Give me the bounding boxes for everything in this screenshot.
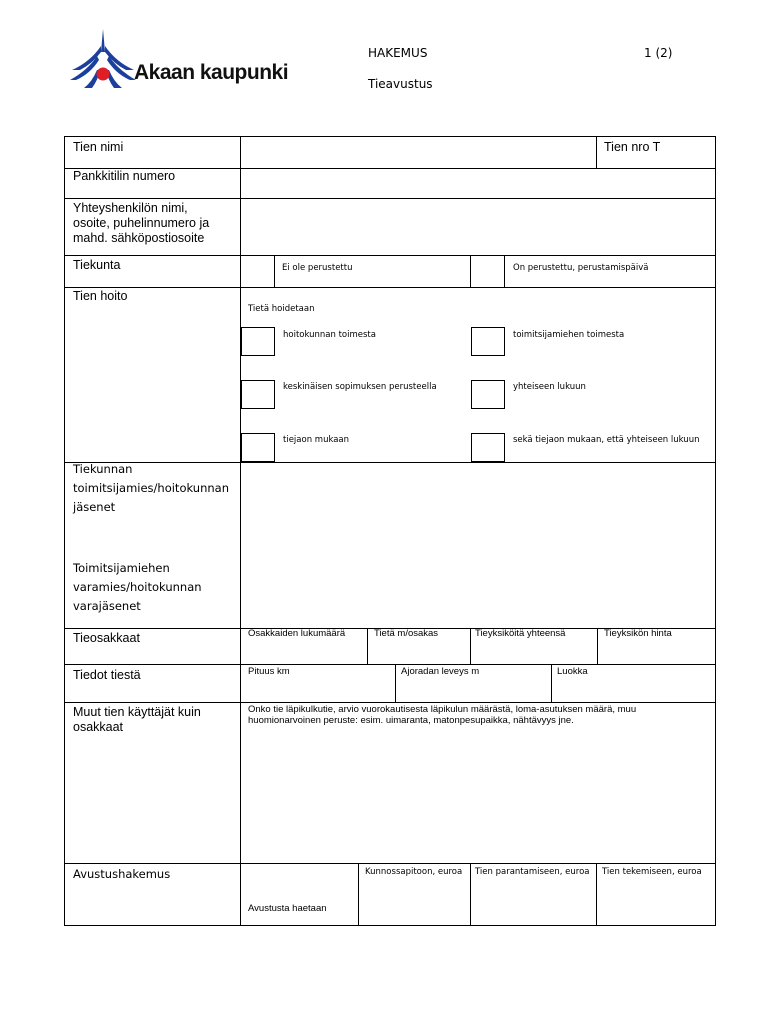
joint-checkbox[interactable] — [471, 380, 505, 409]
road-name-label: Tien nimi — [73, 140, 124, 154]
length-km-label[interactable]: Pituus km — [248, 666, 290, 677]
other-users-hint: Onko tie läpikulkutie, arvio vuorokautisesta läpikulun määrästä, loma-asutuksen määrä, muu huomionarvoinen peruste: esim. uimaranta, matonpesupaikka, nähtävyys jne. — [248, 704, 637, 726]
grant-requested-label: Avustusta haetaan — [248, 903, 327, 914]
road-m-per-share-label[interactable]: Tietä m/osakas — [374, 628, 439, 639]
other-users-label: Muut tien käyttäjät kuin osakkaat — [73, 705, 201, 734]
doc-subtitle: Tieavustus — [368, 77, 433, 91]
agreement-option-label: keskinäisen sopimuksen perusteella — [283, 382, 437, 392]
road-share-option-label: tiejaon mukaan — [283, 435, 350, 445]
page-number: 1 (2) — [644, 46, 673, 60]
grant-label: Avustushakemus — [73, 867, 171, 881]
established-label: On perustettu, perustamispäivä — [513, 263, 649, 273]
road-info-label: Tiedot tiestä — [73, 668, 141, 682]
road-share-checkbox[interactable] — [241, 433, 275, 462]
not-established-checkbox[interactable] — [242, 256, 274, 286]
road-unit-label: Tiekunta — [73, 258, 121, 272]
road-name-field[interactable] — [242, 137, 595, 167]
total-road-units-label[interactable]: Tieyksiköitä yhteensä — [475, 628, 566, 639]
members-field[interactable] — [242, 463, 714, 627]
construction-euros-label[interactable]: Tien tekemiseen, euroa — [602, 867, 702, 877]
board-checkbox[interactable] — [241, 327, 275, 356]
contact-field[interactable] — [242, 199, 714, 254]
deputies-label: Toimitsijamiehen varamies/hoitokunnan varajäsenet — [73, 561, 202, 613]
city-emblem-icon — [70, 28, 136, 90]
maintenance-euros-label[interactable]: Kunnossapitoon, euroa — [365, 867, 463, 877]
contact-label: Yhteyshenkilön nimi, osoite, puhelinnumero ja mahd. sähköpostiosoite — [73, 201, 210, 245]
application-form — [64, 136, 716, 926]
maintenance-label: Tien hoito — [73, 289, 128, 303]
doc-type: HAKEMUS — [368, 46, 428, 60]
both-checkbox[interactable] — [471, 433, 505, 462]
logo-text: Akaan kaupunki — [134, 61, 289, 84]
road-unit-price-label[interactable]: Tieyksikön hinta — [604, 628, 672, 639]
board-option-label: hoitokunnan toimesta — [283, 330, 376, 340]
maintained-by-label: Tietä hoidetaan — [248, 304, 315, 314]
executive-option-label: toimitsijamiehen toimesta — [513, 330, 625, 340]
both-option-label: sekä tiejaon mukaan, että yhteiseen lukuun — [513, 435, 700, 445]
agreement-checkbox[interactable] — [241, 380, 275, 409]
road-class-label[interactable]: Luokka — [557, 666, 588, 677]
city-logo — [70, 28, 310, 90]
established-checkbox[interactable] — [472, 256, 504, 286]
joint-option-label: yhteiseen lukuun — [513, 382, 586, 392]
executive-checkbox[interactable] — [471, 327, 505, 356]
not-established-label: Ei ole perustettu — [282, 263, 353, 273]
shareholders-label: Tieosakkaat — [73, 631, 140, 645]
road-number-label: Tien nro T — [604, 140, 661, 154]
road-number-field[interactable] — [664, 137, 714, 167]
other-users-field[interactable] — [242, 728, 714, 862]
members-label: Tiekunnan toimitsijamies/hoitokunnan jäsenet — [73, 462, 229, 514]
bank-account-field[interactable] — [242, 169, 714, 197]
shareholders-count-label[interactable]: Osakkaiden lukumäärä — [248, 628, 346, 639]
improvement-euros-label[interactable]: Tien parantamiseen, euroa — [475, 867, 590, 877]
lane-width-label[interactable]: Ajoradan leveys m — [401, 666, 480, 677]
bank-account-label: Pankkitilin numero — [73, 169, 176, 183]
